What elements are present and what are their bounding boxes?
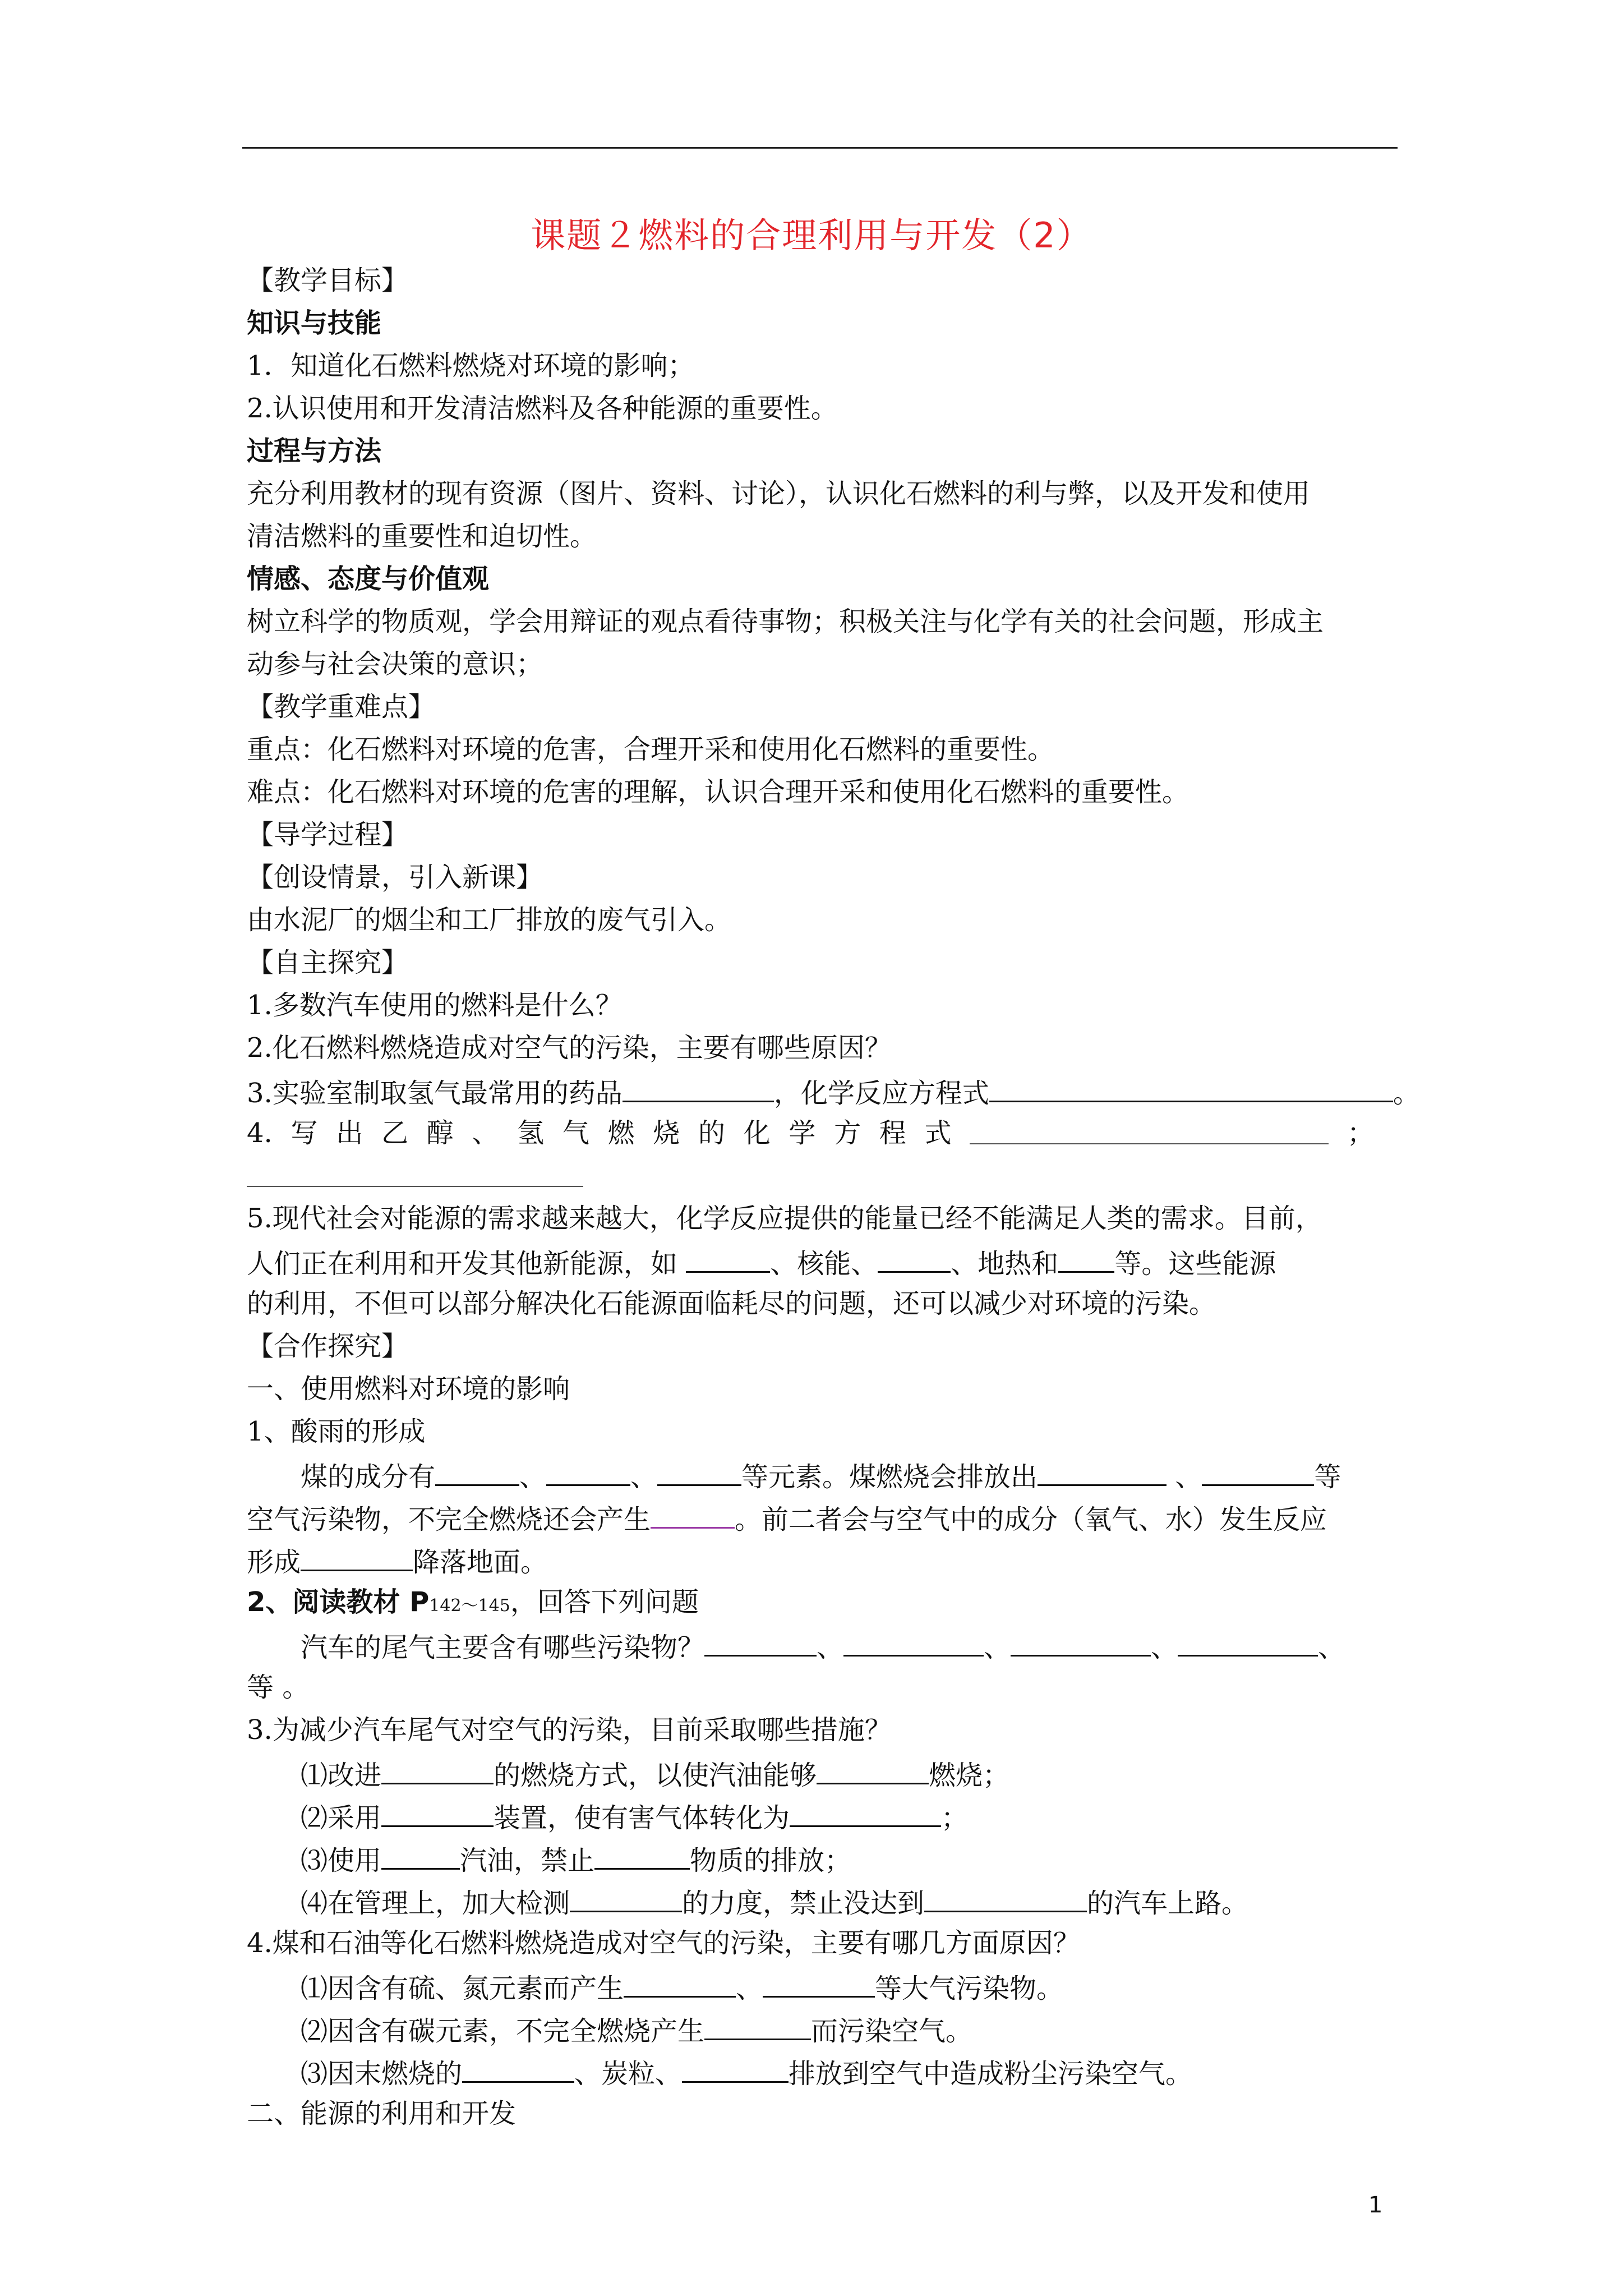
reading-pages: 142～145 <box>429 1596 510 1616</box>
guide-heading: 【导学过程】 <box>247 819 409 850</box>
q4-continuation <box>247 1154 1391 1197</box>
measure-1 <box>247 1751 1391 1794</box>
blank-banned-substance[interactable] <box>594 1837 690 1870</box>
knowledge-item-1: 1．知道化石燃料燃烧对环境的影响； <box>247 350 695 381</box>
r3-text-c: 排放到空气中造成粉尘污染空气。 <box>789 2058 1193 2090</box>
blank-combustion[interactable] <box>817 1751 929 1784</box>
coal-text-f: 等 <box>1314 1461 1341 1493</box>
reading-title <box>247 1581 1391 1623</box>
m2-text-c: ； <box>941 1802 969 1834</box>
self-question-4 <box>247 1112 1374 1154</box>
q4-char: 氢 <box>517 1117 545 1149</box>
q5-text-2: 、核能、 <box>770 1248 878 1280</box>
car-exhaust-line <box>247 1623 1391 1666</box>
m1-text-a: ⑴改进 <box>301 1760 382 1791</box>
blank-exhaust-4[interactable] <box>1178 1623 1318 1657</box>
q4-char: 醇 <box>426 1117 454 1149</box>
knowledge-item-2: 2.认识使用和开发清洁燃料及各种能源的重要性。 <box>247 393 838 424</box>
blank-hydrocarbons[interactable] <box>462 2050 574 2083</box>
measure-4 <box>247 1879 1391 1922</box>
q4-char: 学 <box>789 1117 816 1149</box>
self-question-5-a: 5.现代社会对能源的需求越来越大，化学反应提供的能量已经不能满足人类的需求。目前， <box>247 1203 1322 1234</box>
q4-char: 写 <box>291 1117 318 1149</box>
scene-text: 由水泥厂的烟尘和工厂排放的废气引入。 <box>247 904 732 936</box>
goals-heading: 【教学目标】 <box>247 265 409 296</box>
document-body <box>247 259 1420 2135</box>
r2-text-b: 而污染空气。 <box>811 2016 973 2047</box>
coal-text-b: 、 <box>519 1461 547 1493</box>
coal-line-1 <box>247 1453 1391 1496</box>
cooperation-heading: 【合作探究】 <box>247 1331 409 1362</box>
measure-3 <box>247 1837 1391 1879</box>
blank-pollutant-1[interactable] <box>1038 1453 1166 1486</box>
q4-char: 4. <box>247 1117 273 1149</box>
self-study-heading: 【自主探究】 <box>247 947 409 978</box>
section-one-title: 一、使用燃料对环境的影响 <box>247 1373 570 1405</box>
q4-char: 、 <box>472 1117 499 1149</box>
key-point-1: 重点：化石燃料对环境的危害，合理开采和使用化石燃料的重要性。 <box>247 734 1055 765</box>
blank-energy-3[interactable] <box>1058 1240 1114 1273</box>
q3-text-b: ，化学反应方程式 <box>773 1078 989 1109</box>
m4-text-b: 的力度，禁止没达到 <box>682 1888 925 1919</box>
reason-1 <box>247 1964 1391 2007</box>
coal-line-3 <box>247 1538 1391 1581</box>
coal-text-h: 。前二者会与空气中的成分（氧气、水）发生反应 <box>735 1504 1327 1535</box>
coal-text-i: 形成 <box>247 1547 301 1578</box>
m2-text-a: ⑵采用 <box>301 1802 382 1834</box>
car-sep-1: 、 <box>817 1632 844 1663</box>
page-title: 课题２燃料的合理利用与开发（2） <box>531 215 1092 256</box>
blank-so2[interactable] <box>624 1964 736 1998</box>
self-question-5-c: 的利用，不但可以部分解决化石能源面临耗尽的问题，还可以减少对环境的污染。 <box>247 1288 1216 1319</box>
q4-char: 出 <box>336 1117 363 1149</box>
blank-energy-1[interactable] <box>686 1240 770 1273</box>
blank-engine[interactable] <box>381 1751 494 1784</box>
q4-end: ； <box>1347 1117 1374 1149</box>
q4-char: 的 <box>698 1117 725 1149</box>
r3-text-a: ⑶因末燃烧的 <box>301 2058 463 2090</box>
blank-energy-2[interactable] <box>878 1240 951 1273</box>
q4-char: 燃 <box>607 1117 635 1149</box>
blank-gasoline-type[interactable] <box>381 1837 460 1870</box>
q3-text-a: 3.实验室制取氢气最常用的药品 <box>247 1078 623 1109</box>
blank-hydrogen-equation[interactable] <box>247 1154 583 1187</box>
q4-char: 烧 <box>653 1117 680 1149</box>
blank-equation-h2[interactable] <box>989 1069 1393 1102</box>
reading-text-a: 2、阅读教材 P <box>247 1586 430 1618</box>
q5-text-4: 等。这些能源 <box>1114 1248 1276 1280</box>
m3-text-b: 汽油，禁止 <box>460 1845 595 1876</box>
m4-text-a: ⑷在管理上，加大检测 <box>301 1888 570 1919</box>
process-heading: 过程与方法 <box>247 435 382 467</box>
blank-element-1[interactable] <box>435 1453 519 1486</box>
scene-heading: 【创设情景，引入新课】 <box>247 862 543 893</box>
coal-text-a: 煤的成分有 <box>301 1461 436 1493</box>
reason-3 <box>247 2050 1391 2092</box>
blank-element-2[interactable] <box>546 1453 630 1486</box>
self-question-3 <box>247 1069 1420 1112</box>
m1-text-b: 的燃烧方式，以使汽油能够 <box>494 1760 817 1791</box>
car-sep-2: 、 <box>984 1632 1011 1663</box>
blank-incomplete-product[interactable] <box>651 1496 735 1529</box>
self-question-5-b <box>247 1240 1391 1282</box>
process-text-2: 清洁燃料的重要性和迫切性。 <box>247 521 597 552</box>
header-rule <box>242 147 1398 149</box>
key-points-heading: 【教学重难点】 <box>247 691 436 723</box>
self-question-1: 1.多数汽车使用的燃料是什么？ <box>247 990 623 1021</box>
r3-text-b: 、炭粒、 <box>574 2058 683 2090</box>
blank-inspection[interactable] <box>570 1879 682 1912</box>
car-text: 汽车的尾气主要含有哪些污染物？ <box>301 1632 705 1663</box>
coal-line-2 <box>247 1496 1391 1538</box>
blank-co[interactable] <box>704 2007 811 2040</box>
q5-text-1: 人们正在利用和开发其他新能源，如 <box>247 1248 678 1280</box>
q4-char: 化 <box>743 1117 771 1149</box>
q4-char: 方 <box>834 1117 861 1149</box>
blank-standard[interactable] <box>924 1879 1087 1912</box>
q4-char: 气 <box>562 1117 589 1149</box>
blank-no2[interactable] <box>763 1964 875 1998</box>
blank-pollutant-2[interactable] <box>1202 1453 1314 1486</box>
coal-text-g: 空气污染物，不完全燃烧还会产生 <box>247 1504 651 1535</box>
m3-text-a: ⑶使用 <box>301 1845 382 1876</box>
blank-ethanol-equation[interactable] <box>970 1112 1329 1144</box>
car-exhaust-end: 等 。 <box>247 1672 310 1703</box>
acid-rain-title: 1、酸雨的形成 <box>247 1416 426 1447</box>
question-3: 3.为减少汽车尾气对空气的污染，目前采取哪些措施？ <box>247 1714 892 1746</box>
blank-exhaust-1[interactable] <box>704 1623 817 1657</box>
r1-text-b: 、 <box>736 1973 763 2004</box>
q4-char: 程 <box>879 1117 906 1149</box>
m2-text-b: 装置，使有害气体转化为 <box>494 1802 790 1834</box>
m3-text-c: 物质的排放； <box>690 1845 852 1876</box>
coal-text-d: 等元素。煤燃烧会排放出 <box>741 1461 1038 1493</box>
knowledge-heading: 知识与技能 <box>247 307 382 339</box>
q3-text-c: 。 <box>1393 1078 1420 1109</box>
coal-text-c: 、 <box>630 1461 658 1493</box>
blank-harmless-gas[interactable] <box>790 1794 941 1827</box>
self-question-2: 2.化石燃料燃烧造成对空气的污染，主要有哪些原因？ <box>247 1032 892 1064</box>
blank-reagent[interactable] <box>623 1069 774 1102</box>
r1-text-a: ⑴因含有硫、氮元素而产生 <box>301 1973 624 2004</box>
measure-2 <box>247 1794 1391 1837</box>
coal-text-j: 降落地面。 <box>413 1547 548 1578</box>
emotion-heading: 情感、态度与价值观 <box>247 563 490 595</box>
key-point-2: 难点：化石燃料对环境的危害的理解，认识合理开采和使用化石燃料的重要性。 <box>247 776 1189 808</box>
blank-device[interactable] <box>381 1794 494 1827</box>
r1-text-c: 等大气污染物。 <box>875 1973 1064 2004</box>
q5-text-3: 、地热和 <box>951 1248 1059 1280</box>
m4-text-c: 的汽车上路。 <box>1087 1888 1249 1919</box>
section-two-title: 二、能源的利用和开发 <box>247 2098 517 2129</box>
process-text-1: 充分利用教材的现有资源（图片、资料、讨论），认识化石燃料的利与弊，以及开发和使用 <box>247 478 1311 509</box>
r2-text-a: ⑵因含有碳元素，不完全燃烧产生 <box>301 2016 705 2047</box>
page-number: 1 <box>1368 2192 1383 2218</box>
blank-element-3[interactable] <box>657 1453 741 1486</box>
q4-char: 乙 <box>381 1117 408 1149</box>
coal-text-e: 、 <box>1175 1461 1202 1493</box>
car-sep-3: 、 <box>1151 1632 1178 1663</box>
blank-dust[interactable] <box>682 2050 789 2083</box>
m1-text-c: 燃烧； <box>929 1760 1010 1791</box>
q4-char: 式 <box>924 1117 952 1149</box>
reason-2 <box>247 2007 1391 2050</box>
reading-text-b: ，回答下列问题 <box>510 1586 699 1618</box>
emotion-text-2: 动参与社会决策的意识； <box>247 648 543 680</box>
car-sep-4: 、 <box>1318 1632 1345 1663</box>
blank-acid-rain[interactable] <box>301 1538 413 1571</box>
emotion-text-1: 树立科学的物质观，学会用辩证的观点看待事物；积极关注与化学有关的社会问题，形成主 <box>247 606 1324 637</box>
question-4: 4.煤和石油等化石燃料燃烧造成对空气的污染，主要有哪几方面原因？ <box>247 1927 1080 1959</box>
blank-exhaust-3[interactable] <box>1011 1623 1151 1657</box>
blank-exhaust-2[interactable] <box>843 1623 984 1657</box>
